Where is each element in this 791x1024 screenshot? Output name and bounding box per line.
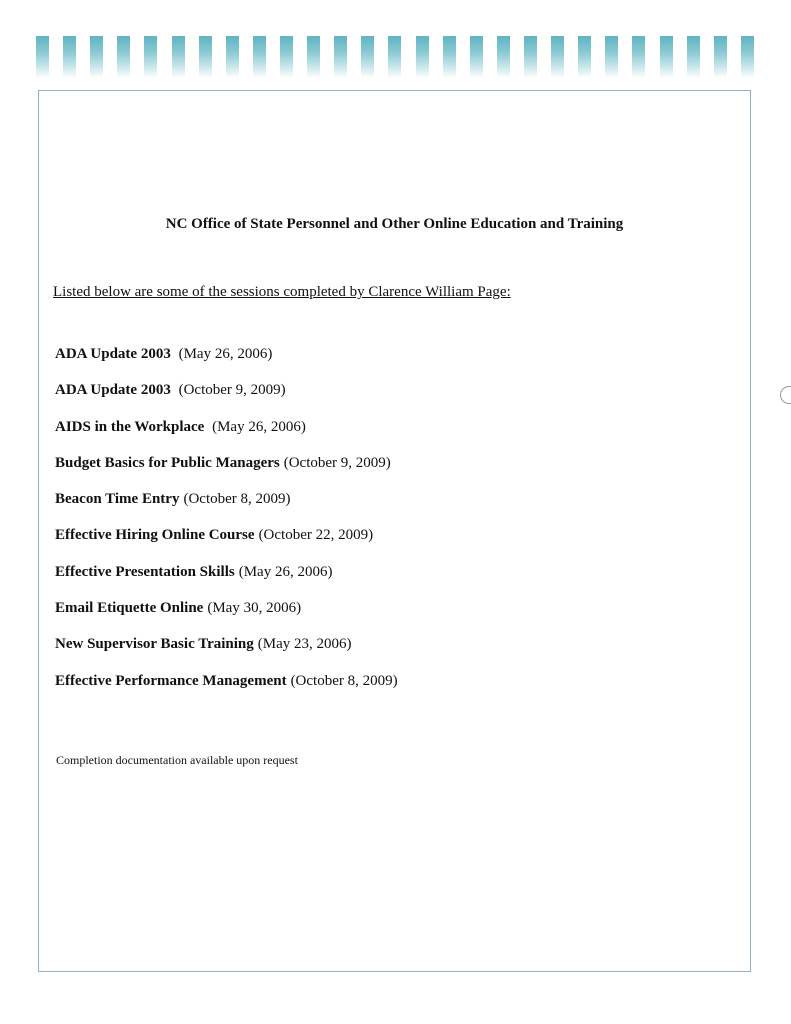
decorative-stripe-band: [36, 36, 754, 78]
session-name: Beacon Time Entry: [55, 491, 180, 508]
list-item: [55, 673, 398, 709]
stripe: [497, 36, 510, 78]
intro-text: Listed below are some of the sessions completed by Clarence William Page:: [53, 284, 511, 300]
session-date: (May 30, 2006): [207, 600, 302, 617]
stripe: [36, 36, 49, 78]
stripe: [63, 36, 76, 78]
session-date: (May 26, 2006): [174, 346, 273, 362]
stripe: [741, 36, 754, 78]
session-list: [55, 346, 398, 709]
list-item: [55, 527, 398, 563]
stripe: [660, 36, 673, 78]
list-item: [55, 564, 398, 600]
document-title: NC Office of State Personnel and Other Online Education and Training: [165, 216, 624, 232]
stripe: [199, 36, 212, 78]
session-name: Email Etiquette Online: [55, 600, 204, 617]
list-item: [55, 382, 398, 418]
stripe: [605, 36, 618, 78]
session-name: ADA Update 2003: [55, 346, 171, 362]
stripe: [280, 36, 293, 78]
session-date: (October 8, 2009): [183, 491, 291, 508]
stripe: [443, 36, 456, 78]
stripe: [551, 36, 564, 78]
stripe: [144, 36, 157, 78]
list-item: [55, 636, 398, 672]
stripe: [578, 36, 591, 78]
stripe: [632, 36, 645, 78]
stripe: [388, 36, 401, 78]
stripe: [253, 36, 266, 78]
stripe: [470, 36, 483, 78]
stripe: [226, 36, 239, 78]
session-date: (May 23, 2006): [257, 636, 352, 653]
session-date: (May 26, 2006): [208, 418, 306, 435]
session-name: AIDS in the Workplace: [55, 418, 205, 435]
session-date: (May 26, 2006): [238, 563, 333, 580]
session-date: (October 22, 2009): [258, 527, 374, 544]
stripe: [416, 36, 429, 78]
stripe: [117, 36, 130, 78]
list-item: [55, 419, 398, 455]
stripe: [361, 36, 374, 78]
list-item: [55, 600, 398, 636]
stripe: [334, 36, 347, 78]
session-name: Effective Hiring Online Course: [55, 527, 255, 544]
session-date: (October 9, 2009): [174, 382, 286, 399]
session-name: Budget Basics for Public Managers: [55, 454, 280, 471]
list-item: [55, 491, 398, 527]
stripe: [172, 36, 185, 78]
list-item: [55, 455, 398, 491]
stripe: [687, 36, 700, 78]
session-name: Effective Presentation Skills: [55, 563, 235, 580]
session-date: (October 8, 2009): [290, 672, 398, 689]
session-name: New Supervisor Basic Training: [55, 636, 254, 653]
session-date: (October 9, 2009): [283, 454, 391, 471]
session-name: Effective Performance Management: [55, 672, 287, 689]
session-name: ADA Update 2003: [55, 382, 171, 399]
footnote: Completion documentation available upon request: [56, 753, 298, 767]
stripe: [90, 36, 103, 78]
binder-hole-mark: [780, 386, 791, 404]
stripe: [524, 36, 537, 78]
stripe: [307, 36, 320, 78]
list-item: [55, 346, 398, 382]
stripe: [714, 36, 727, 78]
